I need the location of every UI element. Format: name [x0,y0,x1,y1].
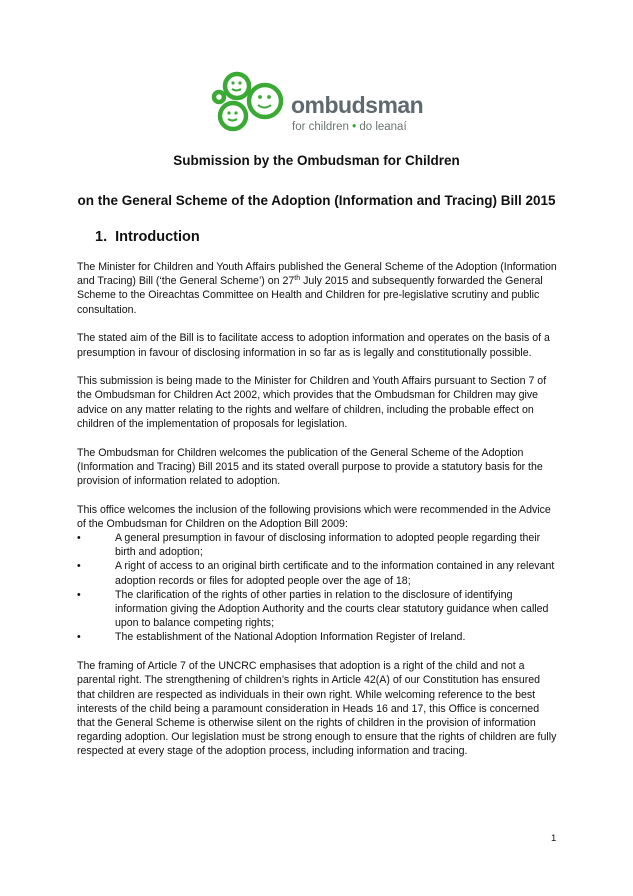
children-faces-icon [211,70,291,140]
superscript-th: th [294,275,301,283]
logo-tagline [292,121,407,133]
paragraph-6: The framing of Article 7 of the UNCRC emphasises that adoption is a right of the child and not a parental right. The strengthening of children’s rights in Article 42(A) of our Constitution has ensured that children are respected as individuals in their own right. While welcoming reference to the best interests of the child being a paramount consideration in Heads 16 and 17, this Office is concerned that the General Scheme is otherwise silent on the rights of children in the provision of information regarding adoption. Our legislation must be strong enough to ensure that the rights of children are fully respected at every stage of the adoption process, including information and tracing. [77,660,557,758]
section-heading: 1. Introduction [95,229,200,245]
ombudsman-logo [211,70,441,140]
list-item-text: A general presumption in favour of disclosing information to adopted people regarding their birth and adoption; [115,532,541,559]
bullet: • [77,532,81,545]
list-item [77,559,557,587]
logo-tagline-separator: • [352,121,357,133]
list-item [77,630,557,644]
logo-wordmark: ombudsman [291,92,424,118]
logo-tagline-ga: do leanaí [359,121,407,133]
paragraph-1-text-a: The Minister for Children and Youth Affairs published the General Scheme of the Adoption (Information and Tracing) Bill (‘the General Scheme’) on 27 [77,261,557,288]
bullet: • [77,560,81,573]
document-title-line1: Submission by the Ombudsman for Children [173,153,460,168]
document-title-line2: on the General Scheme of the Adoption (Information and Tracing) Bill 2015 [77,193,556,208]
paragraph-3: This submission is being made to the Minister for Children and Youth Affairs pursuant to Section 7 of the Ombudsman for Children Act 2002, which provides that the Ombudsman for Children may give advice on any matter relating to the rights and welfare of children, including the probable effect on children of the implementation of proposals for legislation. [77,375,547,430]
paragraph-4: The Ombudsman for Children welcomes the publication of the General Scheme of the Adoption (Information and Tracing) Bill 2015 and its stated overall purpose to provide a statutory basis for the provision of information related to adoption. [77,446,543,487]
page-number: 1 [551,833,557,844]
paragraph-1-text-b: July 2015 and subsequently forwarded the General Scheme to the Oireachtas Committee on Health and Children for pre-legislative scrutiny and public consultation. [77,275,543,316]
paragraph-5: This office welcomes the inclusion of the following provisions which were recommended in the Advice of the Ombudsman for Children on the Adoption Bill 2009: [77,503,551,530]
list-item [77,588,557,631]
paragraph-2: The stated aim of the Bill is to facilitate access to adoption information and operates on the basis of a presumption in favour of disclosing information in so far as is legally and constitutionally possible. [77,332,550,359]
bullet: • [77,588,81,601]
body-text [77,260,557,773]
list-item-text: The establishment of the National Adoption Information Register of Ireland. [115,631,466,644]
paragraph-1 [77,260,557,317]
bullet: • [77,631,81,644]
logo-tagline-en: for children [292,121,349,133]
list-item-text: A right of access to an original birth certificate and to the information contained in any relevant adoption records or files for adopted people over the age of 18; [115,560,555,587]
list-item-text: The clarification of the rights of other parties in relation to the disclosure of identifying information giving the Adoption Authority and the courts clear statutory guidance when called upon to balance competing rights; [115,588,549,630]
provisions-list [77,531,557,645]
list-item [77,531,557,559]
